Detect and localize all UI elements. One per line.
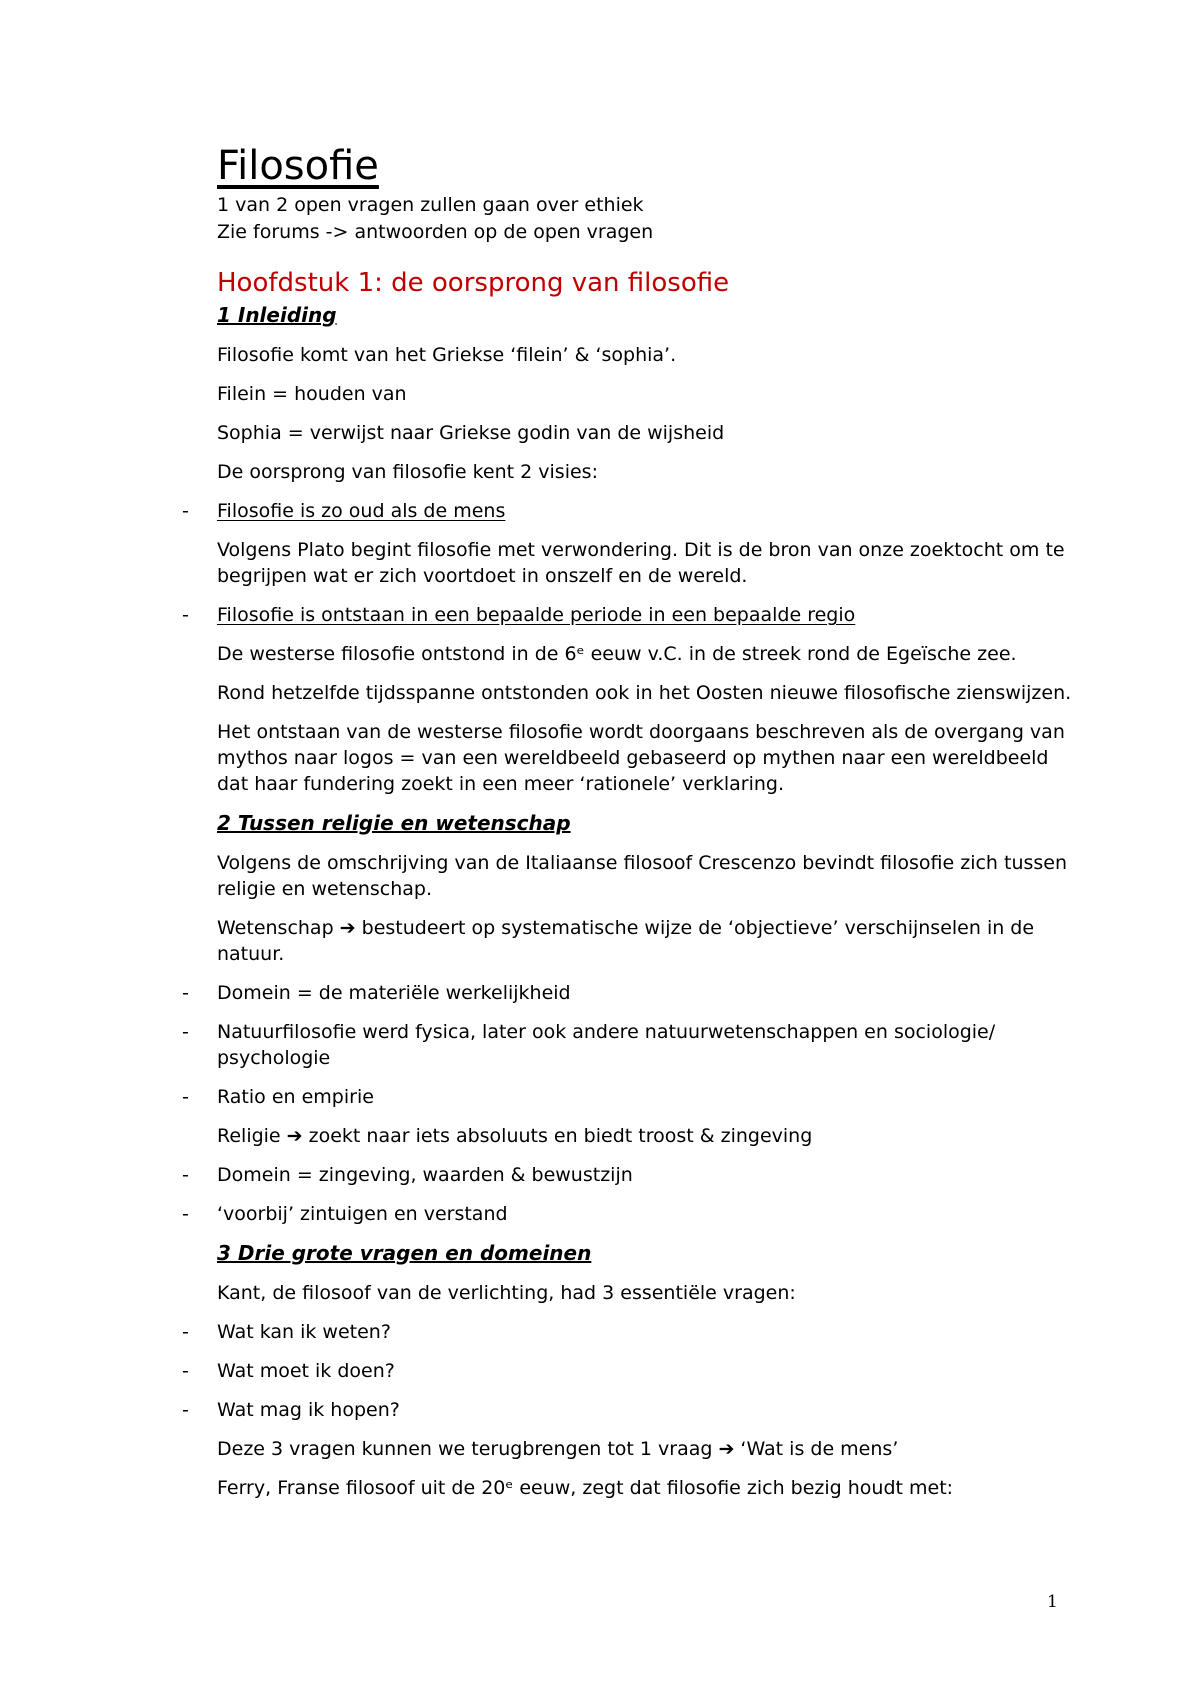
section-heading: 3 Drie grote vragen en domeinen [217, 1241, 592, 1265]
paragraph: Volgens Plato begint filosofie met verwondering. Dit is de bron van onze zoektocht om te begrijpen wat er zich voortdoet in onszelf en de wereld. [217, 539, 1065, 587]
section-heading: 2 Tussen religie en wetenschap [217, 811, 571, 835]
bullet-dash: - [182, 1021, 189, 1043]
list-item [182, 602, 1077, 628]
bullet-dash: - [182, 1360, 189, 1382]
bullet-dash: - [182, 1321, 189, 1343]
paragraph: Filosofie komt van het Griekse ‘filein’ & ‘sophia’. [217, 344, 677, 366]
paragraph: De oorsprong van filosofie kent 2 visies: [217, 461, 598, 483]
list-item [182, 1319, 1077, 1345]
paragraph: Ferry, Franse filosoof uit de 20ᵉ eeuw, zegt dat filosofie zich bezig houdt met: [217, 1477, 954, 1499]
list-item-text: Filosofie is zo oud als de mens [217, 500, 506, 522]
paragraph: Kant, de filosoof van de verlichting, had 3 essentiële vragen: [217, 1282, 796, 1304]
intro-line: 1 van 2 open vragen zullen gaan over ethiek [217, 194, 644, 216]
list-item-text: Natuurfilosofie werd fysica, later ook andere natuurwetenschappen en sociologie/ psychologie [217, 1021, 996, 1069]
paragraph: Religie ➔ zoekt naar iets absoluuts en biedt troost & zingeving [217, 1125, 813, 1147]
page-number: 1 [1047, 1592, 1058, 1612]
bullet-dash: - [182, 500, 189, 522]
intro-line: Zie forums -> antwoorden op de open vragen [217, 221, 654, 243]
list-item [182, 1397, 1077, 1423]
paragraph: Deze 3 vragen kunnen we terugbrengen tot 1 vraag ➔ ‘Wat is de mens’ [217, 1438, 899, 1460]
list-item-text: Wat kan ik weten? [217, 1321, 391, 1343]
bullet-dash: - [182, 982, 189, 1004]
paragraph: Wetenschap ➔ bestudeert op systematische wijze de ‘objectieve’ verschijnselen in de natuur. [217, 917, 1035, 965]
list-item-text: Domein = de materiële werkelijkheid [217, 982, 571, 1004]
paragraph: De westerse filosofie ontstond in de 6ᵉ eeuw v.C. in de streek rond de Egeïsche zee. [217, 643, 1017, 665]
chapter-title: Hoofdstuk 1: de oorsprong van filosofie [217, 268, 730, 298]
paragraph: Het ontstaan van de westerse filosofie wordt doorgaans beschreven als de overgang van mythos naar logos = van een wereldbeeld gebaseerd op mythen naar een wereldbeeld dat haar fundering zoekt in een meer ‘rationele’ verklaring. [217, 721, 1065, 795]
bullet-dash: - [182, 1164, 189, 1186]
list-item-text: ‘voorbij’ zintuigen en verstand [217, 1203, 508, 1225]
chapter-content [182, 302, 1077, 1501]
list-item [182, 1201, 1077, 1227]
paragraph: Sophia = verwijst naar Griekse godin van de wijsheid [217, 422, 725, 444]
list-item-text: Domein = zingeving, waarden & bewustzijn [217, 1164, 633, 1186]
list-item [182, 1019, 1077, 1071]
paragraph: Filein = houden van [217, 383, 407, 405]
list-item-text: Filosofie is ontstaan in een bepaalde periode in een bepaalde regio [217, 604, 856, 626]
paragraph: Volgens de omschrijving van de Italiaanse filosoof Crescenzo bevindt filosofie zich tussen religie en wetenschap. [217, 852, 1068, 900]
list-item [182, 1084, 1077, 1110]
list-item-text: Ratio en empirie [217, 1086, 374, 1108]
document-title: Filosofie [217, 143, 379, 189]
list-item [182, 980, 1077, 1006]
list-item-text: Wat mag ik hopen? [217, 1399, 400, 1421]
list-item [182, 1162, 1077, 1188]
bullet-dash: - [182, 1086, 189, 1108]
list-item [182, 498, 1077, 524]
bullet-dash: - [182, 1203, 189, 1225]
paragraph: Rond hetzelfde tijdsspanne ontstonden ook in het Oosten nieuwe filosofische zienswijzen. [217, 682, 1072, 704]
document-body [182, 140, 1077, 1514]
section-heading: 1 Inleiding [217, 303, 337, 327]
bullet-dash: - [182, 1399, 189, 1421]
list-item [182, 1358, 1077, 1384]
bullet-dash: - [182, 604, 189, 626]
list-item-text: Wat moet ik doen? [217, 1360, 395, 1382]
